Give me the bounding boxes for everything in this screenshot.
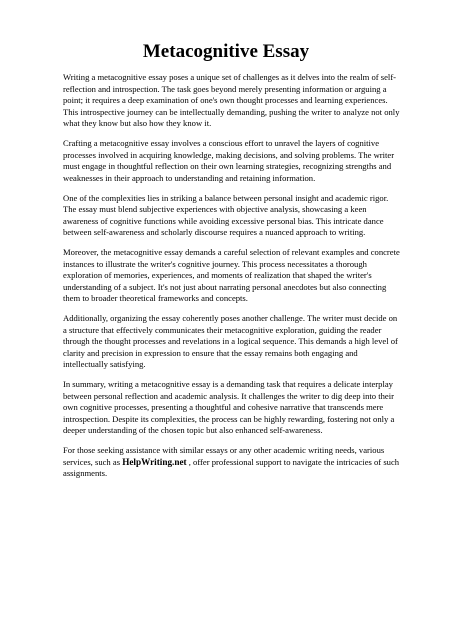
closing-text-before: For those seeking assistance with similar essays or any other academic writing needs, various services, such as <box>63 445 385 467</box>
paragraph-examples: Moreover, the metacognitive essay demands a careful selection of relevant examples and concrete instances to illustrate the writer's cognitive journey. This process necessitates a thorough exploration of memories, experiences, and moments of realization that shaped the writer's understanding of a subject. It's not just about narrating personal anecdotes but also connecting them to broader theoretical frameworks and concepts. <box>63 247 400 303</box>
paragraph-organizing: Additionally, organizing the essay coherently poses another challenge. The writer must decide on a structure that effectively communicates their metacognitive exploration, guiding the reader through the thought processes and revelations in a logical sequence. This demands a high level of clarity and precision in expression to ensure that the essay remains both engaging and intellectually satisfying. <box>63 313 398 369</box>
paragraph-intro: Writing a metacognitive essay poses a unique set of challenges as it delves into the realm of self-reflection and introspection. The task goes beyond merely presenting information or arguing a point; it requires a deep examination of one's own thought processes and learning experiences. This introspective journey can be intellectually demanding, pushing the writer to analyze not only what they know but also how they know it. <box>63 72 400 128</box>
document-body <box>63 72 401 488</box>
paragraph-complexities: One of the complexities lies in striking a balance between personal insight and academic rigor. The essay must blend subjective experiences with objective analysis, showcasing a keen awareness of cognitive functions while avoiding excessive personal bias. This intricate dance between self-awareness and scholarly discourse requires a nuanced approach to writing. <box>63 192 389 237</box>
paragraph-summary: In summary, writing a metacognitive essay is a demanding task that requires a delicate interplay between personal reflection and academic analysis. It challenges the writer to dig deep into their own cognitive processes, presenting a thoughtful and cohesive narrative that transcends mere introspection. Despite its complexities, the process can be highly rewarding, fostering not only a deeper understanding of the chosen topic but also enhanced self-awareness. <box>63 379 395 435</box>
document-title: Metacognitive Essay <box>142 41 310 62</box>
closing-text-after: , offer professional support to navigate the intricacies of such assignments. <box>63 456 400 478</box>
brand-name: HelpWriting.net <box>122 456 187 467</box>
paragraph-crafting: Crafting a metacognitive essay involves a conscious effort to unravel the layers of cognitive processes involved in acquiring knowledge, making decisions, and solving problems. The writer must engage in thoughtful reflection on their own learning strategies, recognizing strengths and weaknesses in their approach to understanding and retaining information. <box>63 138 395 183</box>
paragraph-closing <box>63 445 401 480</box>
